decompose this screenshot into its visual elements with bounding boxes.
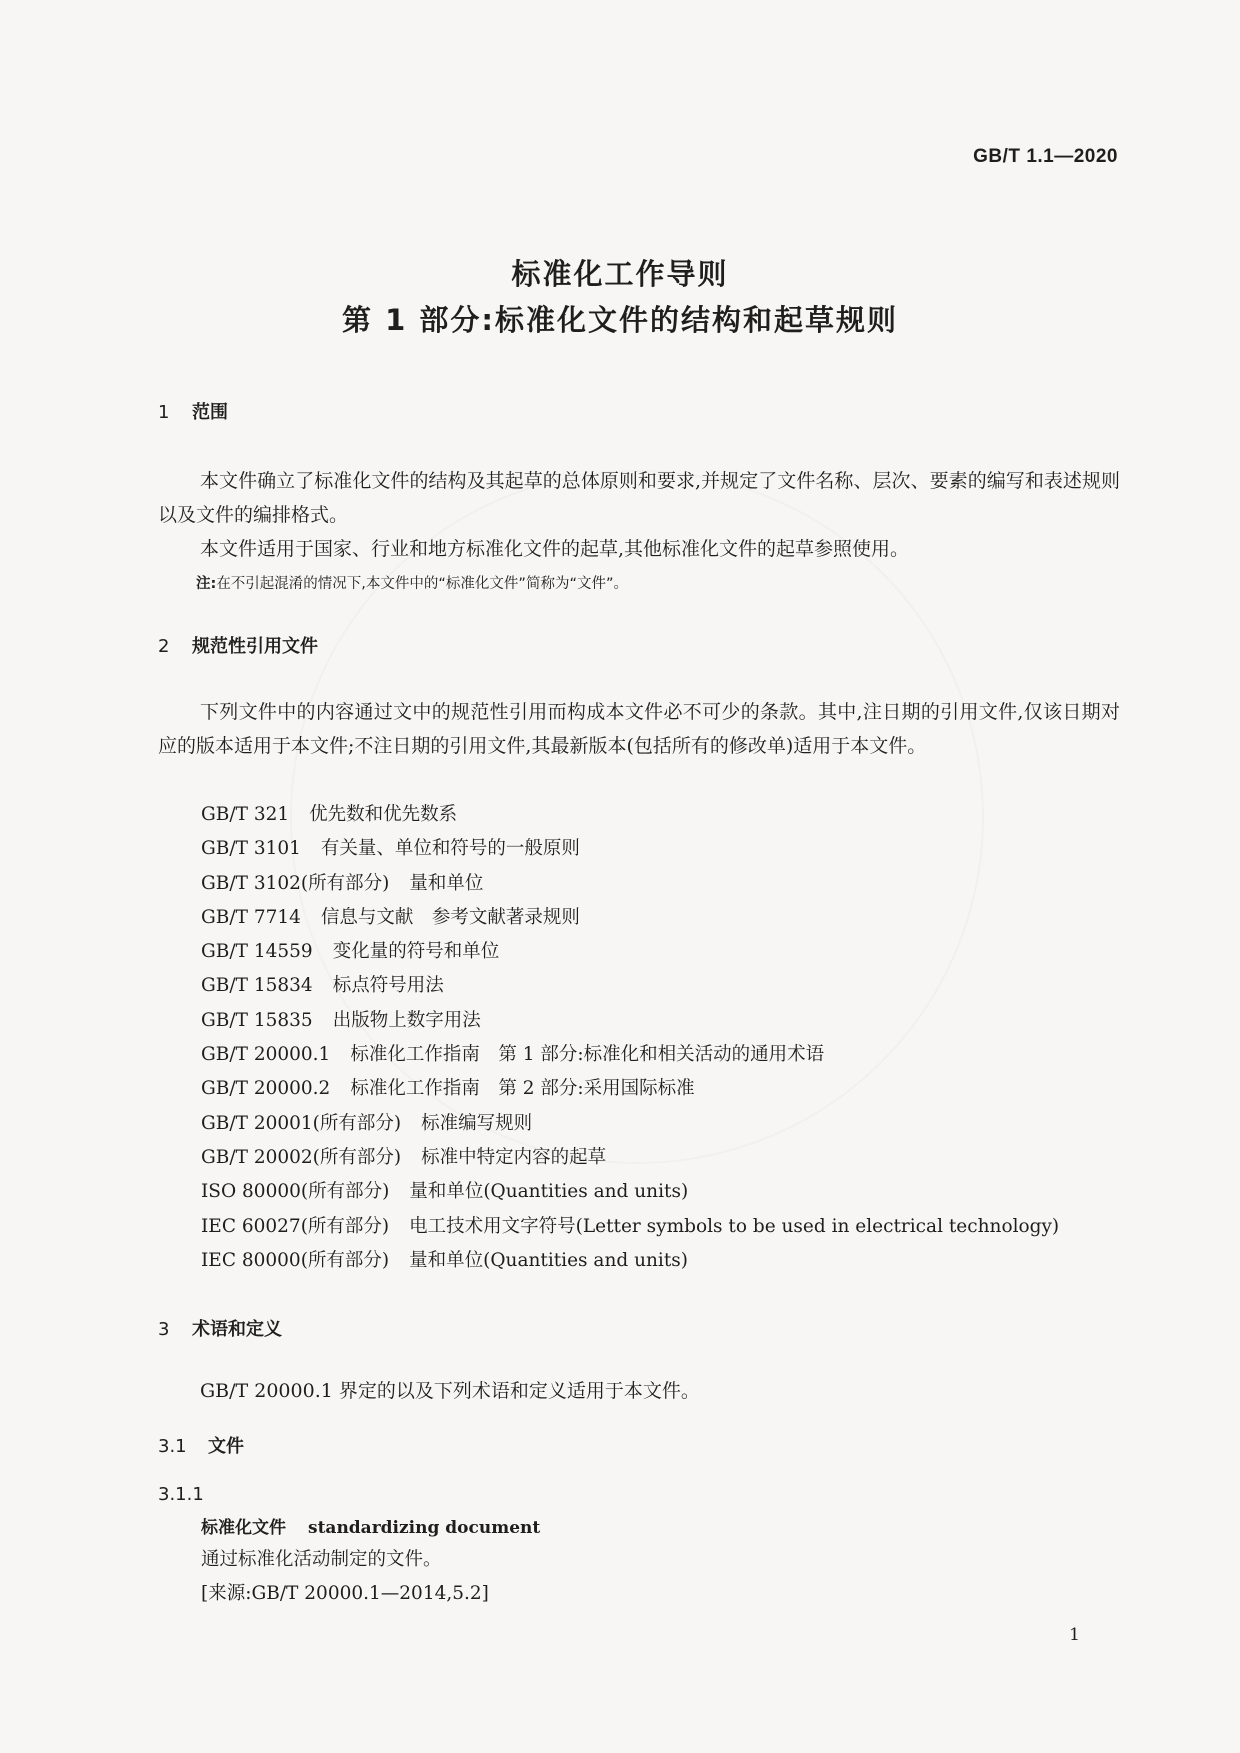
- reference-title: 量和单位: [409, 872, 484, 894]
- reference-title: 标准化工作指南 第 2 部分:采用国际标准: [350, 1078, 695, 1100]
- section-number: 2: [158, 636, 170, 657]
- reference-title: 标准中特定内容的起草: [421, 1146, 607, 1168]
- page-number: 1: [1069, 1625, 1080, 1645]
- reference-item: [201, 1038, 1059, 1072]
- term-definition: 通过标准化活动制定的文件。: [201, 1549, 442, 1570]
- section-2-heading: [158, 632, 318, 658]
- reference-title: 标准编写规则: [421, 1112, 533, 1134]
- reference-title: 信息与文献 参考文献著录规则: [320, 906, 580, 928]
- reference-item: [201, 1244, 1059, 1278]
- reference-item: [201, 1072, 1059, 1106]
- subsection-3-1-heading: [158, 1432, 244, 1458]
- note-text: 在不引起混淆的情况下,本文件中的“标准化文件”简称为“文件”。: [216, 576, 628, 592]
- scope-note: [196, 572, 628, 593]
- terms-intro-paragraph: GB/T 20000.1 界定的以及下列术语和定义适用于本文件。: [200, 1380, 700, 1402]
- reference-code: GB/T 20001(所有部分): [201, 1112, 402, 1134]
- subsection-title: 文件: [208, 1436, 244, 1457]
- document-code: GB/T 1.1—2020: [973, 146, 1118, 167]
- reference-title: 有关量、单位和符号的一般原则: [320, 838, 580, 860]
- term-source: [来源:GB/T 20000.1—2014,5.2]: [201, 1583, 489, 1604]
- reference-item: [201, 1175, 1059, 1209]
- document-title-line2: 第 1 部分:标准化文件的结构和起草规则: [342, 303, 898, 337]
- reference-code: GB/T 7714: [201, 906, 301, 928]
- reference-code: GB/T 20000.2: [201, 1078, 331, 1100]
- term-chinese: 标准化文件: [201, 1518, 286, 1538]
- reference-title: 变化量的符号和单位: [332, 941, 500, 963]
- reference-code: IEC 80000(所有部分): [201, 1249, 390, 1271]
- reference-title: 标点符号用法: [332, 975, 444, 997]
- reference-item: [201, 901, 1059, 935]
- scope-paragraph-2: 本文件适用于国家、行业和地方标准化文件的起草,其他标准化文件的起草参照使用。: [200, 538, 910, 560]
- reference-title: 电工技术用文字符号(Letter symbols to be used in electrical technology): [409, 1215, 1060, 1237]
- reference-code: GB/T 15834: [201, 975, 313, 997]
- reference-title: 出版物上数字用法: [332, 1009, 481, 1031]
- reference-item: [201, 935, 1059, 969]
- reference-item: [201, 1210, 1059, 1244]
- section-number: 1: [158, 402, 170, 423]
- reference-item: [201, 867, 1059, 901]
- section-title: 术语和定义: [192, 1319, 282, 1340]
- section-title: 范围: [192, 402, 228, 423]
- section-title: 规范性引用文件: [192, 636, 318, 657]
- reference-title: 标准化工作指南 第 1 部分:标准化和相关活动的通用术语: [350, 1044, 825, 1066]
- section-3-heading: [158, 1315, 282, 1341]
- reference-item: [201, 969, 1059, 1003]
- normative-references-paragraph: 下列文件中的内容通过文中的规范性引用而构成本文件必不可少的条款。其中,注日期的引用文件,仅该日期对应的版本适用于本文件;不注日期的引用文件,其最新版本(包括所有的修改单)适用于本文件。: [158, 701, 1120, 757]
- reference-item: [201, 798, 1059, 832]
- reference-title: 量和单位(Quantities and units): [409, 1181, 689, 1203]
- reference-code: GB/T 3101: [201, 838, 301, 860]
- reference-item: [201, 1107, 1059, 1141]
- reference-code: ISO 80000(所有部分): [201, 1181, 390, 1203]
- reference-title: 量和单位(Quantities and units): [409, 1249, 688, 1271]
- reference-code: GB/T 20000.1: [201, 1044, 331, 1066]
- reference-list: [201, 798, 1059, 1278]
- reference-code: GB/T 321: [201, 804, 290, 825]
- document-title-line1: 标准化工作导则: [511, 257, 729, 291]
- term-english: standardizing document: [308, 1518, 541, 1538]
- reference-code: GB/T 15835: [201, 1009, 313, 1031]
- reference-item: [201, 1004, 1059, 1038]
- reference-code: GB/T 14559: [201, 941, 313, 963]
- reference-code: GB/T 3102(所有部分): [201, 872, 390, 894]
- term-number: [158, 1484, 204, 1505]
- reference-title: 优先数和优先数系: [309, 804, 458, 825]
- reference-code: GB/T 20002(所有部分): [201, 1146, 402, 1168]
- section-number: 3: [158, 1319, 170, 1340]
- reference-item: [201, 832, 1059, 866]
- term-number-text: 3.1.1: [158, 1484, 204, 1505]
- scope-paragraph-1: 本文件确立了标准化文件的结构及其起草的总体原则和要求,并规定了文件名称、层次、要素的编写和表述规则以及文件的编排格式。: [158, 470, 1120, 526]
- note-label: 注:: [196, 576, 217, 592]
- section-1-heading: [158, 398, 228, 424]
- subsection-number: 3.1: [158, 1436, 187, 1457]
- reference-code: IEC 60027(所有部分): [201, 1215, 390, 1237]
- term-entry: [201, 1514, 540, 1542]
- reference-item: [201, 1141, 1059, 1175]
